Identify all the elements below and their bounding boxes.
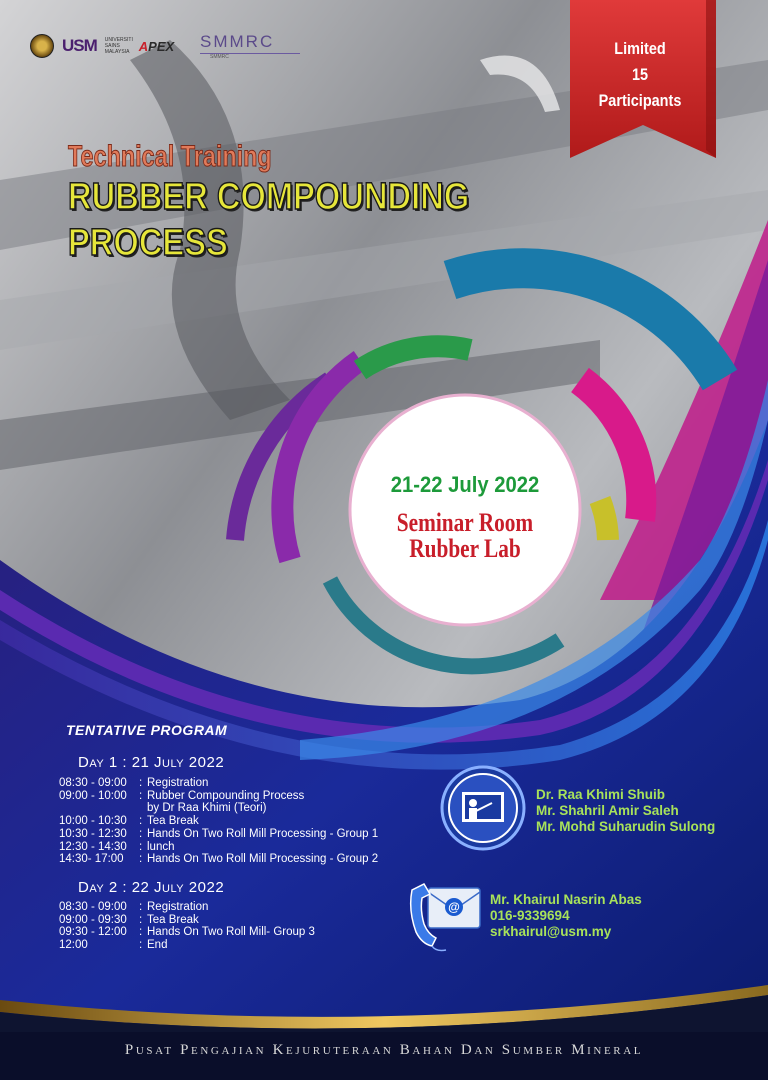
schedule-row — [59, 939, 315, 952]
usm-logo-subtitle: UNIVERSITI SAINS MALAYSIA — [104, 37, 133, 55]
phone-email-icon — [406, 880, 488, 956]
schedule-separator: : — [139, 853, 143, 866]
schedule-separator: : — [139, 939, 143, 952]
event-date: 21-22 July 2022 — [390, 472, 540, 497]
schedule-separator: : — [139, 827, 143, 840]
schedule-time: 09:00 - 10:00 — [59, 789, 127, 802]
schedule-activity: Rubber Compounding Process — [147, 789, 305, 802]
smmrc-logo-subtitle: SMMRC — [210, 54, 229, 60]
badge-line-1: Limited — [614, 39, 666, 58]
schedule-activity: Hands On Two Roll Mill- Group 3 — [147, 926, 315, 939]
schedule-activity: Hands On Two Roll Mill Processing - Group 1 — [147, 827, 379, 840]
footer-school-name: Pusat Pengajian Kejuruteraan Bahan Dan Sumber Mineral — [124, 1042, 644, 1058]
schedule-activity: Registration — [147, 777, 209, 789]
schedule-separator: : — [139, 777, 143, 789]
program-title: TENTATIVE PROGRAM — [66, 722, 228, 738]
instructor-list — [536, 787, 715, 835]
svg-text:@: @ — [448, 900, 460, 914]
apex-logo-rest: PEX — [148, 38, 175, 54]
schedule-row — [59, 815, 378, 828]
contact-phone[interactable]: 016-9339694 — [490, 908, 570, 923]
teacher-board-icon — [440, 765, 526, 851]
subtitle-technical-training: Technical Training — [68, 140, 272, 173]
schedule-separator: : — [139, 901, 143, 913]
schedule-separator — [139, 802, 147, 815]
schedule-separator: : — [139, 926, 143, 939]
crest-logo-icon — [30, 34, 54, 58]
day1-schedule — [59, 777, 378, 866]
venue-line-1: Seminar Room — [396, 508, 534, 537]
schedule-activity: Hands On Two Roll Mill Processing - Group 2 — [147, 853, 379, 866]
schedule-time: 10:30 - 12:30 — [59, 827, 127, 840]
schedule-row — [59, 914, 315, 927]
schedule-activity: Registration — [147, 901, 209, 913]
instructor-name: Mr. Mohd Suharudin Sulong — [536, 819, 716, 834]
title-line-1: RUBBER COMPOUNDING — [68, 176, 470, 218]
schedule-time: 12:30 - 14:30 — [59, 840, 127, 853]
instructor-name: Dr. Raa Khimi Shuib — [536, 787, 666, 802]
title-line-2: PROCESS — [68, 222, 228, 264]
schedule-separator: : — [139, 840, 143, 853]
schedule-time: 14:30- 17:00 — [59, 853, 124, 866]
day2-schedule — [59, 901, 315, 952]
contact-info — [490, 892, 642, 940]
schedule-activity: lunch — [147, 840, 175, 853]
schedule-activity: Tea Break — [147, 913, 199, 926]
smmrc-logo-name: SMMRC — [200, 32, 275, 51]
schedule-activity: End — [147, 939, 168, 952]
schedule-row — [59, 853, 378, 866]
contact-name: Mr. Khairul Nasrin Abas — [490, 892, 642, 907]
smmrc-logo — [200, 32, 320, 72]
logo-group — [30, 34, 174, 58]
schedule-row — [59, 926, 315, 939]
schedule-row — [59, 901, 315, 914]
badge-line-3: Participants — [598, 91, 682, 110]
schedule-row — [59, 790, 378, 803]
schedule-row — [59, 828, 378, 841]
day2-heading: Day 2 : 22 July 2022 — [78, 879, 225, 896]
schedule-row — [59, 777, 378, 790]
badge-line-2: 15 — [631, 65, 649, 84]
schedule-separator: : — [139, 789, 143, 802]
schedule-time: 09:00 - 09:30 — [59, 913, 127, 926]
schedule-time: 08:30 - 09:00 — [59, 777, 127, 789]
schedule-time: 10:00 - 10:30 — [59, 815, 127, 828]
schedule-time: 09:30 - 12:00 — [59, 926, 127, 939]
limited-badge — [598, 36, 683, 114]
day1-heading: Day 1 : 21 July 2022 — [78, 754, 225, 771]
usm-logo: USM — [62, 36, 97, 55]
schedule-activity: by Dr Raa Khimi (Teori) — [147, 802, 267, 815]
schedule-time: 12:00 — [59, 939, 88, 952]
schedule-row — [59, 841, 378, 854]
venue-line-2: Rubber Lab — [409, 534, 521, 563]
schedule-time — [59, 802, 139, 815]
schedule-time: 08:30 - 09:00 — [59, 901, 127, 913]
schedule-activity: Tea Break — [147, 815, 199, 828]
schedule-separator: : — [139, 815, 143, 828]
schedule-row — [59, 802, 378, 815]
apex-logo — [139, 39, 174, 54]
instructor-name: Mr. Shahril Amir Saleh — [536, 803, 679, 818]
contact-email[interactable]: srkhairul@usm.my — [490, 924, 612, 939]
apex-logo-prefix: A — [138, 38, 149, 54]
schedule-separator: : — [139, 913, 143, 926]
